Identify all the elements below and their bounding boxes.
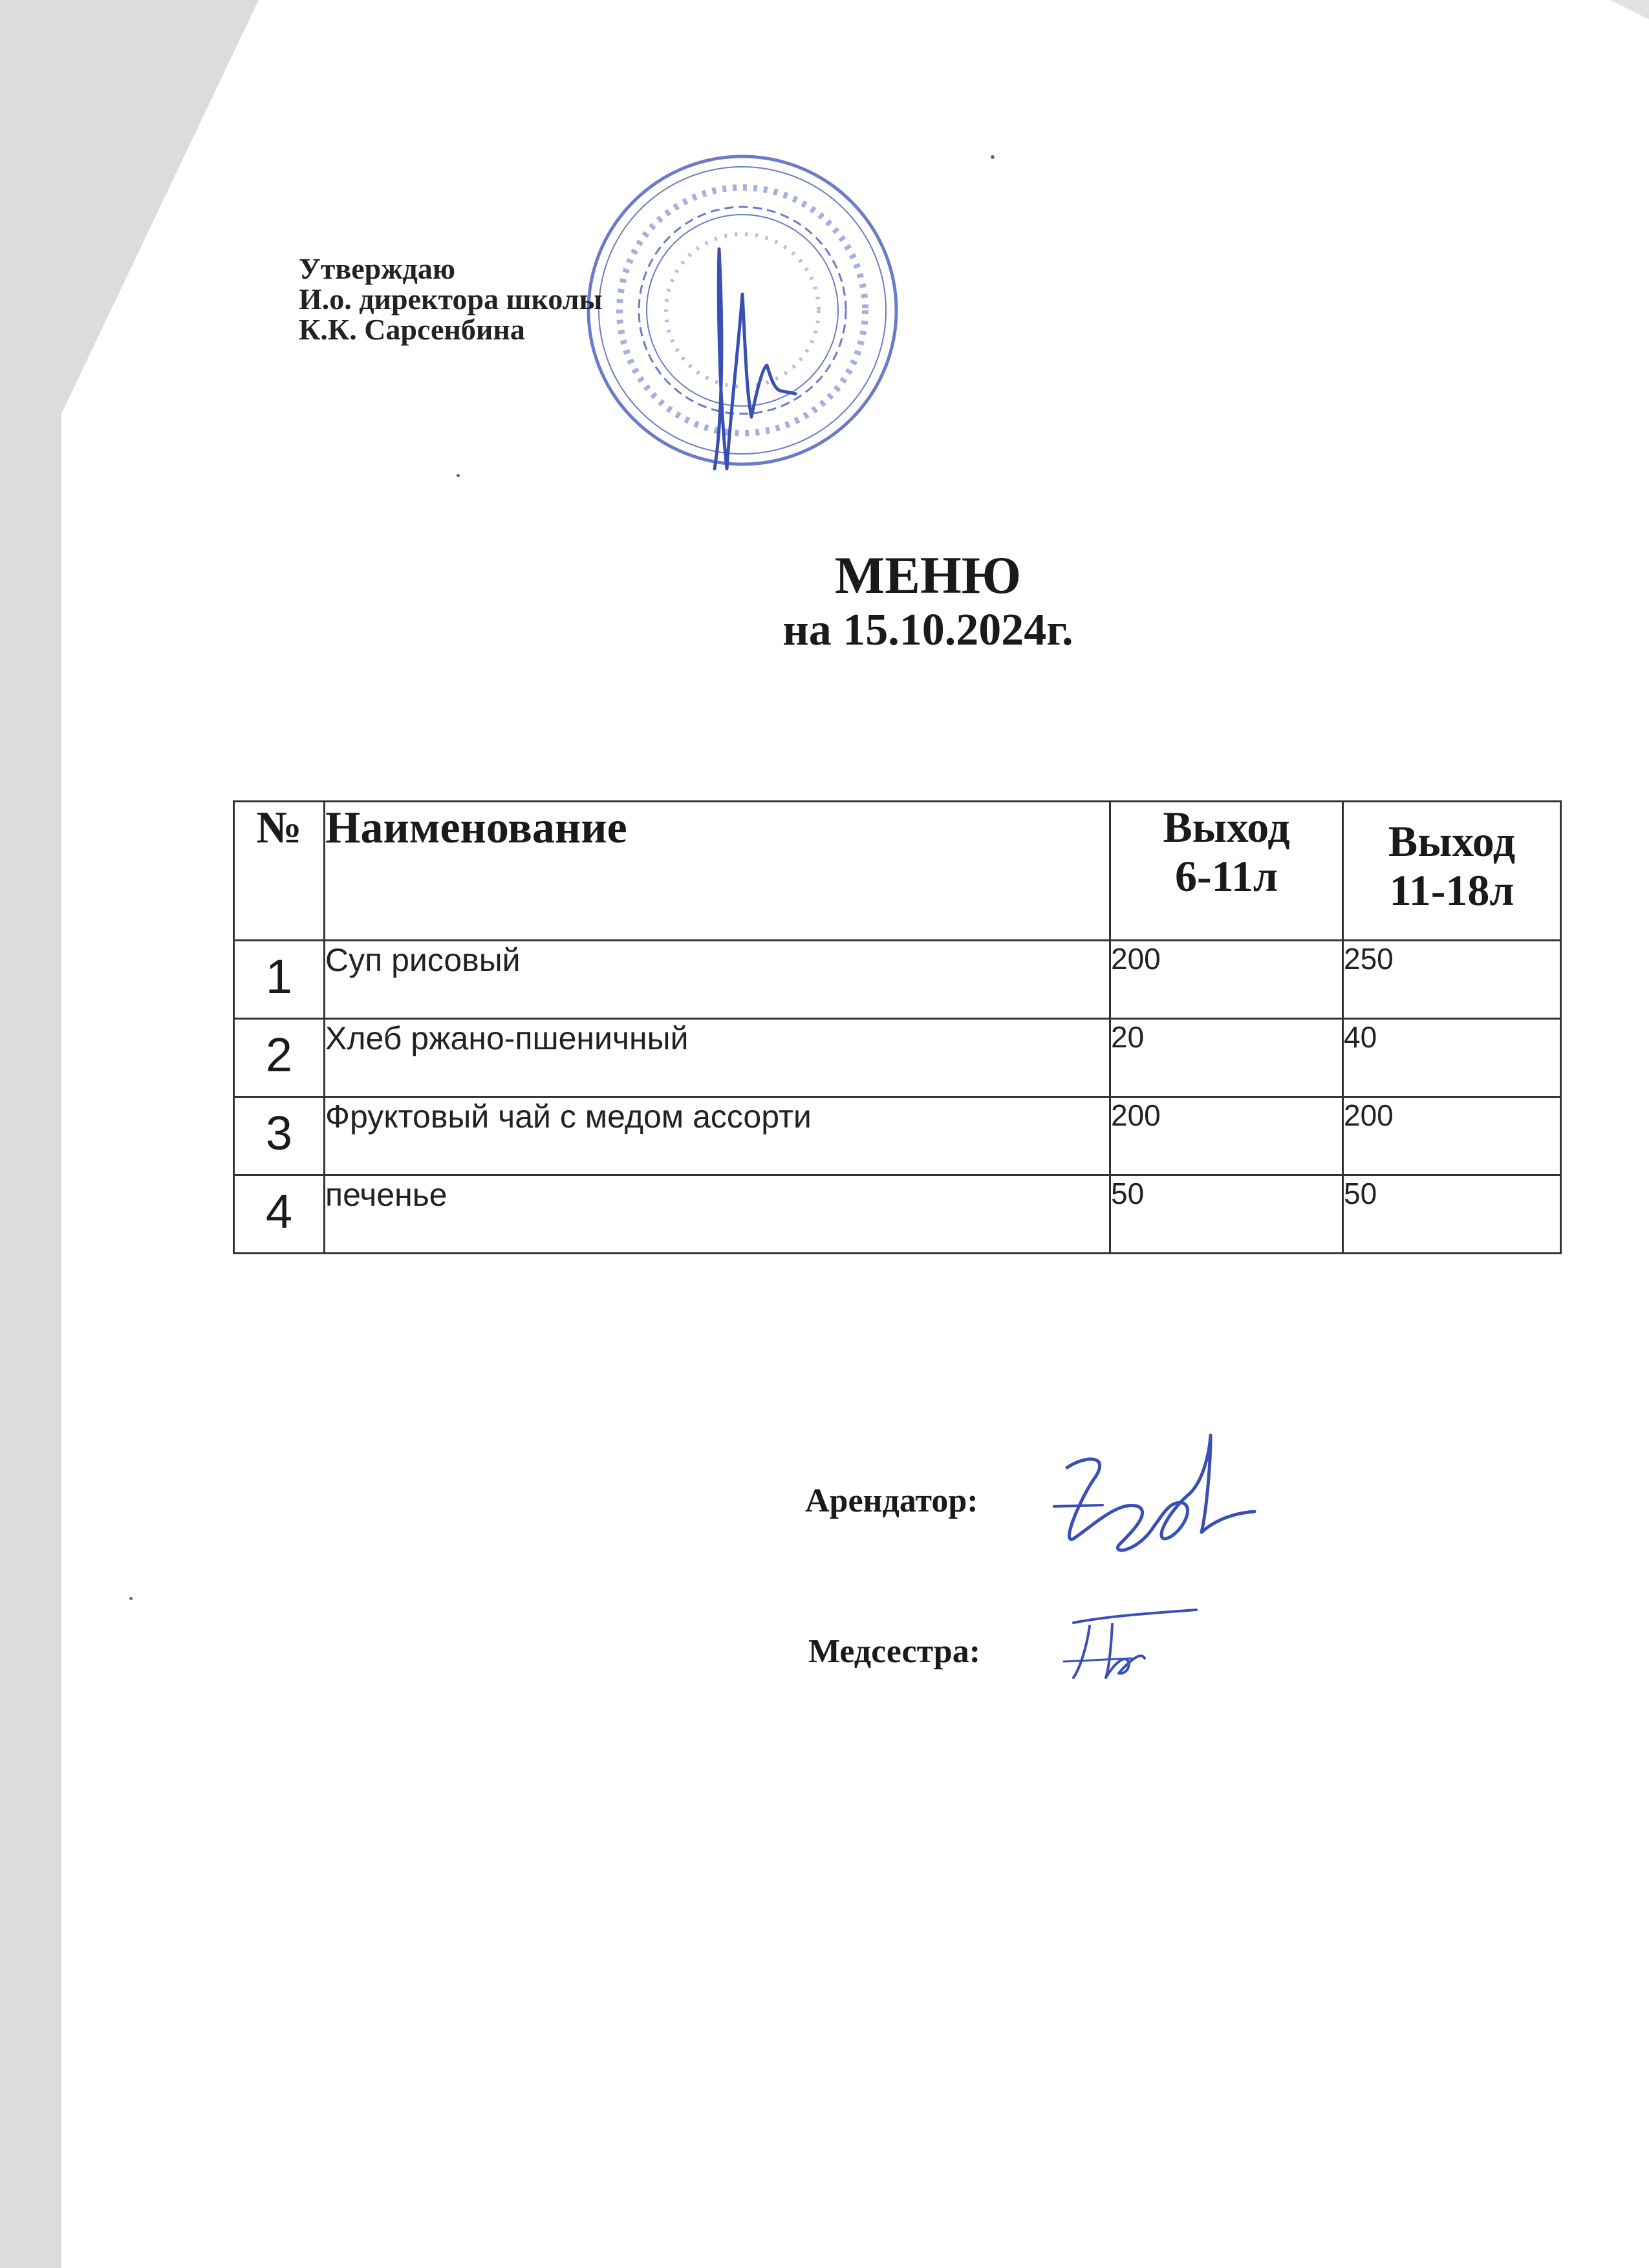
table-header-row <box>234 802 1561 941</box>
row-output-11-18: 250 <box>1343 941 1561 1019</box>
approval-line-position: И.о. директора школы <box>299 283 603 316</box>
header-output-6-11 <box>1110 802 1343 941</box>
row-dish-name: печенье <box>325 1175 1110 1254</box>
header-output-6-11-line1: Выход <box>1163 802 1290 851</box>
director-signature <box>715 249 795 469</box>
header-output-11-18-line1: Выход <box>1388 817 1516 866</box>
scan-speck <box>129 1597 133 1600</box>
approval-line-approve: Утверждаю <box>299 252 455 285</box>
menu-table <box>233 800 1562 1254</box>
nurse-signature <box>1054 1597 1203 1687</box>
table-row <box>234 1019 1561 1097</box>
row-dish-name: Фруктовый чай с медом ассорти <box>325 1097 1110 1175</box>
table-row <box>234 1175 1561 1254</box>
header-number: № <box>234 802 325 941</box>
title-block <box>0 546 1649 656</box>
row-number: 2 <box>234 1019 325 1097</box>
row-output-11-18: 50 <box>1343 1175 1561 1254</box>
page-subtitle-date: на 15.10.2024г. <box>782 605 1073 655</box>
header-output-6-11-line2: 6-11л <box>1174 851 1278 901</box>
scan-speck <box>457 474 460 477</box>
row-dish-name: Хлеб ржано-пшеничный <box>325 1019 1110 1097</box>
tenant-signature <box>1041 1429 1261 1578</box>
row-output-11-18: 40 <box>1343 1019 1561 1097</box>
row-output-6-11: 200 <box>1110 1097 1343 1175</box>
nurse-label: Медсестра: <box>808 1633 981 1670</box>
approval-block <box>299 253 602 345</box>
row-output-11-18: 200 <box>1343 1097 1561 1175</box>
header-output-11-18 <box>1343 802 1561 941</box>
row-number: 3 <box>234 1097 325 1175</box>
row-output-6-11: 50 <box>1110 1175 1343 1254</box>
table-row <box>234 941 1561 1019</box>
page-title: МЕНЮ <box>834 546 1022 604</box>
row-output-6-11: 200 <box>1110 941 1343 1019</box>
row-dish-name: Суп рисовый <box>325 941 1110 1019</box>
row-output-6-11: 20 <box>1110 1019 1343 1097</box>
header-name: Наименование <box>325 802 1110 941</box>
school-stamp <box>569 133 918 495</box>
scan-speck <box>991 155 995 159</box>
approval-line-name: К.К. Сарсенбина <box>299 313 525 346</box>
table-row <box>234 1097 1561 1175</box>
row-number: 4 <box>234 1175 325 1254</box>
tenant-label: Арендатор: <box>805 1482 978 1519</box>
row-number: 1 <box>234 941 325 1019</box>
header-output-11-18-line2: 11-18л <box>1389 866 1514 915</box>
